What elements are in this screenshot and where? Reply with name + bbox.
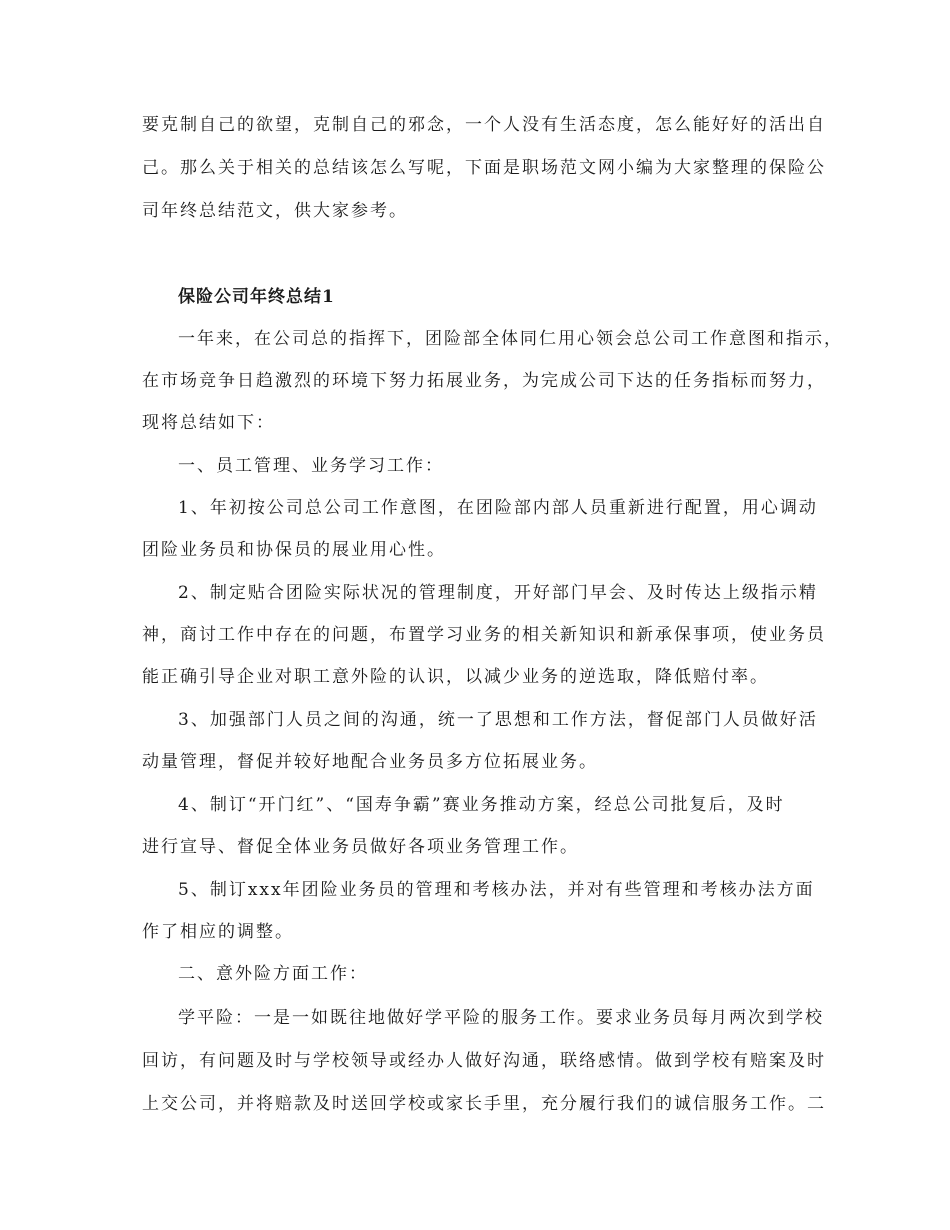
intro-line-2: 己。那么关于相关的总结该怎么写呢，下面是职场范文网小编为大家整理的保险公 bbox=[142, 158, 826, 178]
body-line-15: 作了相应的调整。 bbox=[142, 922, 294, 942]
body-line-14: 5、制订xxx年团险业务员的管理和考核办法，并对有些管理和考核办法方面 bbox=[178, 880, 815, 900]
body-line-13: 进行宣导、督促全体业务员做好各项业务管理工作。 bbox=[142, 837, 579, 857]
body-line-19: 上交公司，并将赔款及时送回学校或家长手里，充分履行我们的诚信服务工作。二 bbox=[142, 1094, 826, 1114]
intro-line-3: 司年终总结范文，供大家参考。 bbox=[142, 201, 408, 221]
body-line-6: 团险业务员和协保员的展业用心性。 bbox=[142, 540, 446, 560]
intro-line-1: 要克制自己的欲望，克制自己的邪念，一个人没有生活态度，怎么能好好的活出自 bbox=[142, 115, 826, 135]
body-line-7: 2、制定贴合团险实际状况的管理制度，开好部门早会、及时传达上级指示精 bbox=[178, 583, 818, 603]
body-line-9: 能正确引导企业对职工意外险的认识，以减少业务的逆选取，降低赔付率。 bbox=[142, 667, 769, 687]
section-heading: 保险公司年终总结1 bbox=[178, 287, 335, 307]
body-line-1: 一年来，在公司总的指挥下，团险部全体同仁用心领会总公司工作意图和指示， bbox=[178, 329, 843, 349]
body-line-17: 学平险：一是一如既往地做好学平险的服务工作。要求业务员每月两次到学校 bbox=[178, 1008, 824, 1028]
body-line-18: 回访，有问题及时与学校领导或经办人做好沟通，联络感情。做到学校有赔案及时 bbox=[142, 1051, 826, 1071]
body-line-2: 在市场竞争日趋激烈的环境下努力拓展业务，为完成公司下达的任务指标而努力， bbox=[142, 371, 826, 391]
body-line-10: 3、加强部门人员之间的沟通，统一了思想和工作方法，督促部门人员做好活 bbox=[178, 710, 818, 730]
body-line-4: 一、员工管理、业务学习工作： bbox=[178, 456, 444, 476]
body-line-12: 4、制订“开门红”、“国寿争霸”赛业务推动方案，经总公司批复后，及时 bbox=[178, 795, 785, 815]
body-line-16: 二、意外险方面工作： bbox=[178, 964, 368, 984]
body-line-5: 1、年初按公司总公司工作意图，在团险部内部人员重新进行配置，用心调动 bbox=[178, 498, 818, 518]
body-line-8: 神，商讨工作中存在的问题，布置学习业务的相关新知识和新承保事项，使业务员 bbox=[142, 625, 826, 645]
body-line-3: 现将总结如下： bbox=[142, 413, 275, 433]
body-line-11: 动量管理，督促并较好地配合业务员多方位拓展业务。 bbox=[142, 752, 598, 772]
